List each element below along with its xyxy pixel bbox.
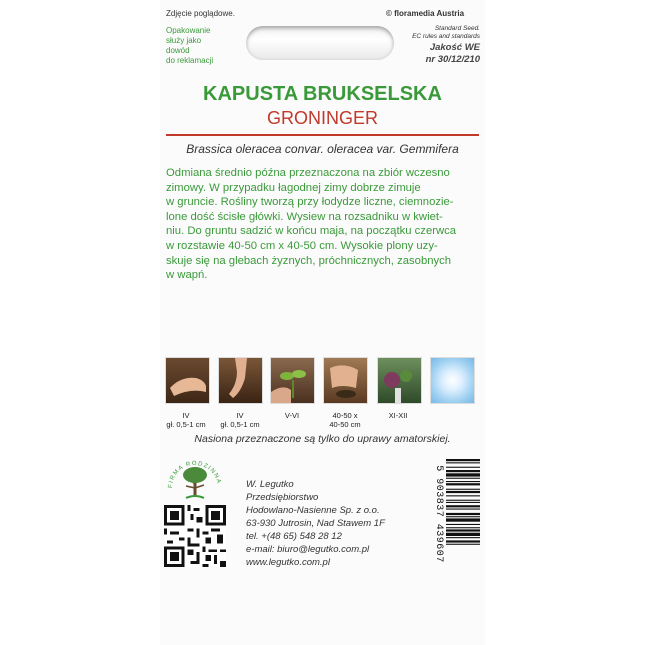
- quality-note: [380, 42, 480, 66]
- barcode-bar: [446, 513, 480, 515]
- barcode-bar: [446, 537, 480, 538]
- packaging-note-line: do reklamacji: [166, 56, 214, 65]
- barcode-bar: [446, 500, 480, 501]
- barcode-bar: [446, 491, 480, 493]
- description: Odmiana średnio późna przeznaczona na zbiór wczesno zimowy. W przypadku łagodnej zimy dobrze zimuje w gruncie. Rośliny tworzą przy łodydze liczne, ciemnozie- lone dość ścisłe główki. Wysiew na rozsadniku w kwiet- niu. Do gruntu sadzić w końcu maja, na początku czerwca w rozstawie 40-50 cm x 40-50 cm. Wysokie plony uzy- skuje się na glebach żyznych, próchnicznych, zasobnych w wapń.: [166, 167, 457, 282]
- step-caption-line: IV: [182, 411, 190, 420]
- seedling-icon: [270, 357, 315, 404]
- barcode-bar: [446, 516, 480, 517]
- barcode-number: 5 903837 439607: [433, 465, 444, 563]
- barcode-bar: [446, 529, 480, 531]
- step-caption-line: gł. 0,5-1 cm: [220, 420, 260, 429]
- step-caption: [156, 411, 216, 429]
- copyright-note: [386, 9, 464, 19]
- amateur-use-note: Nasiona przeznaczone są tylko do uprawy amatorskiej.: [194, 433, 451, 445]
- barcode-bar: [446, 527, 480, 528]
- barcode-bar: [446, 489, 480, 490]
- barcode: [428, 455, 480, 573]
- barcode-bar: [446, 502, 480, 503]
- planting-hand-icon: [218, 357, 263, 404]
- barcode-bar: [446, 505, 480, 507]
- step-caption: V-VI: [284, 411, 300, 420]
- barcode-bar: [446, 462, 480, 463]
- copyright-text: © floramedia Austria: [386, 9, 465, 18]
- step-caption: XI-XII: [388, 411, 408, 420]
- title-divider: [166, 134, 479, 136]
- qr-code: [164, 505, 226, 567]
- sowing-hand-icon: [165, 357, 210, 404]
- packaging-note-line: dowód: [166, 46, 190, 55]
- variety-name: GRONINGER: [266, 108, 378, 128]
- illustrative-photo-note: Zdjęcie poglądowe.: [166, 9, 235, 18]
- sun-icon: [430, 357, 475, 404]
- address-line: tel. +(48 65) 548 28 12: [246, 531, 342, 542]
- quality-line: Jakość WE: [429, 42, 480, 53]
- barcode-bar: [446, 467, 480, 468]
- address-line: 63-930 Jutrosin, Nad Stawem 1F: [246, 518, 385, 529]
- product-title: KAPUSTA BRUKSELSKA: [203, 83, 442, 105]
- barcode-bar: [446, 481, 480, 482]
- address-line: Przedsiębiorstwo: [246, 492, 319, 503]
- address-line: Hodowlano-Nasienne Sp. z o.o.: [246, 505, 380, 516]
- barcode-bar: [446, 483, 480, 485]
- latin-name: Brassica oleracea convar. oleracea var. Gemmifera: [186, 142, 459, 156]
- standard-seed-line: Standard Seed.: [434, 25, 480, 32]
- step-caption-line: 40-50 x: [332, 411, 358, 420]
- step-caption-line: 40-50 cm: [329, 420, 361, 429]
- logo-arc-text: FIRMA RODZINNA: [167, 460, 222, 489]
- barcode-bar: [446, 470, 480, 472]
- barcode-bar: [446, 544, 480, 545]
- step-caption-line: IV: [236, 411, 244, 420]
- address-line: www.legutko.com.pl: [246, 557, 330, 568]
- barcode-bar: [446, 495, 480, 496]
- packaging-note: [166, 26, 246, 66]
- barcode-bar: [446, 533, 480, 536]
- step-caption-line: gł. 0,5-1 cm: [166, 420, 206, 429]
- barcode-bar: [446, 540, 480, 542]
- address-line: W. Legutko: [246, 479, 294, 490]
- step-caption: [315, 411, 375, 429]
- standard-seed-line: EC rules and standards: [412, 33, 480, 40]
- barcode-bar: [446, 509, 480, 510]
- company-address: [246, 478, 385, 569]
- barcode-bar: [446, 518, 480, 521]
- quality-line: nr 30/12/210: [425, 54, 480, 65]
- hanger-slot: [246, 26, 394, 60]
- step-caption: [210, 411, 270, 429]
- barcode-bar: [446, 524, 480, 525]
- standard-seed-note: [400, 25, 480, 41]
- packaging-note-line: służy jako: [166, 36, 202, 45]
- transplant-icon: [323, 357, 368, 404]
- barcode-bar: [446, 473, 480, 476]
- barcode-bar: [446, 478, 480, 479]
- family-company-logo: [164, 452, 226, 502]
- packaging-note-line: Opakowanie: [166, 26, 211, 35]
- address-line: e-mail: biuro@legutko.com.pl: [246, 544, 370, 555]
- barcode-bar: [446, 459, 480, 461]
- harvest-icon: [377, 357, 422, 404]
